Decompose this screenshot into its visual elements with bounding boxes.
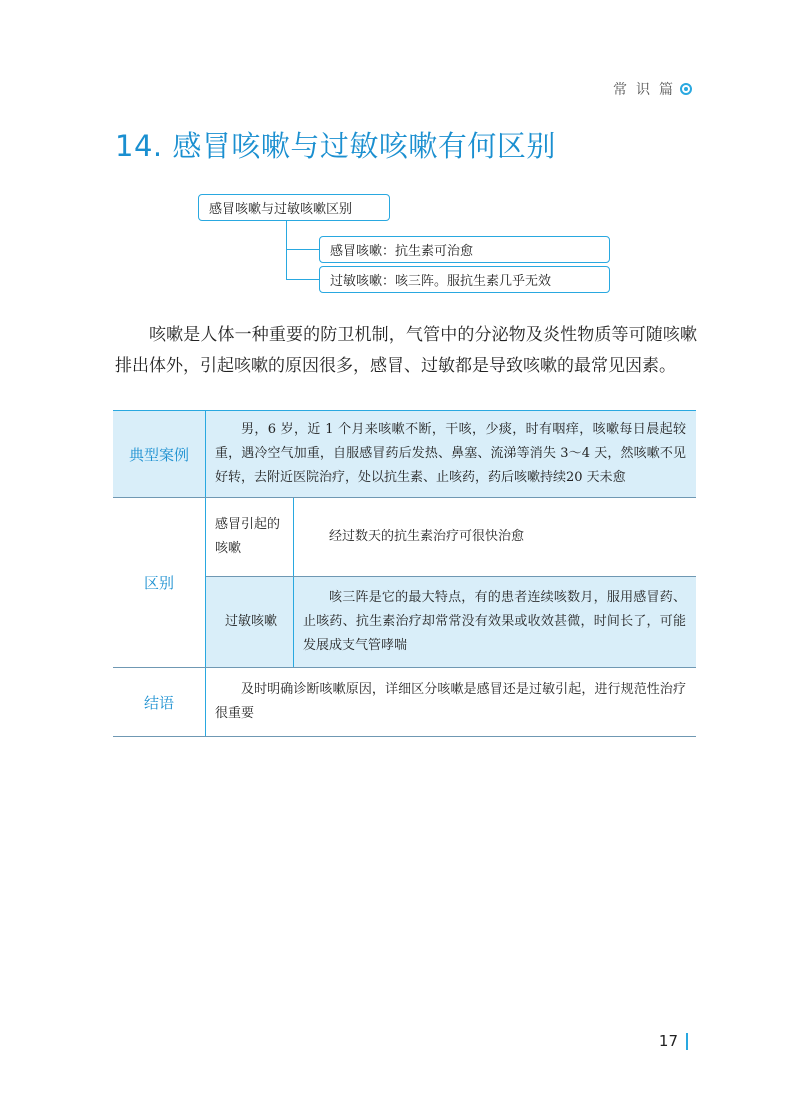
- case-label: 典型案例: [113, 411, 206, 498]
- section-header: [613, 79, 692, 99]
- cold-label: 感冒引起的咳嗽: [206, 498, 294, 577]
- connector-line: [286, 221, 287, 280]
- conclusion-label: 结语: [113, 668, 206, 737]
- target-circle-icon: [680, 83, 692, 95]
- page-title: 14. 感冒咳嗽与过敏咳嗽有何区别: [115, 129, 556, 163]
- cold-text: 经过数天的抗生素治疗可很快治愈: [294, 498, 697, 577]
- diagram-branch-allergy: 过敏咳嗽：咳三阵。服抗生素几乎无效: [319, 266, 610, 293]
- case-text: 男，6 岁，近 1 个月来咳嗽不断，干咳，少痰，时有咽痒，咳嗽每日晨起较重，遇冷空气加重，自服感冒药后发热、鼻塞、流涕等消失 3～4 天，然咳嗽不见好转，去附近医院治疗，处以抗生素、止咳药，药后咳嗽持续20 天未愈: [206, 411, 697, 498]
- intro-paragraph: 咳嗽是人体一种重要的防卫机制，气管中的分泌物及炎性物质等可随咳嗽排出体外，引起咳嗽的原因很多，感冒、过敏都是导致咳嗽的最常见因素。: [115, 325, 697, 376]
- table-row: [113, 498, 696, 577]
- table-row: [113, 411, 696, 498]
- conclusion-text: 及时明确诊断咳嗽原因，详细区分咳嗽是感冒还是过敏引起，进行规范性治疗很重要: [206, 668, 697, 737]
- connector-line: [286, 249, 319, 250]
- comparison-table: [113, 410, 696, 737]
- diagram-root-box: 感冒咳嗽与过敏咳嗽区别: [198, 194, 390, 221]
- allergy-text: 咳三阵是它的最大特点，有的患者连续咳数月，服用感冒药、止咳药、抗生素治疗却常常没有效果或收效甚微，时间长了，可能发展成支气管哮喘: [294, 577, 697, 668]
- page-number: [659, 1032, 688, 1050]
- connector-line: [286, 279, 319, 280]
- diff-label: 区别: [113, 498, 206, 668]
- allergy-label: 过敏咳嗽: [206, 577, 294, 668]
- diagram-branch-cold: 感冒咳嗽：抗生素可治愈: [319, 236, 610, 263]
- section-name: 常识篇: [613, 82, 682, 98]
- page-number-text: 17: [658, 1032, 678, 1050]
- table-row: [113, 668, 696, 737]
- bar-icon: [686, 1033, 688, 1050]
